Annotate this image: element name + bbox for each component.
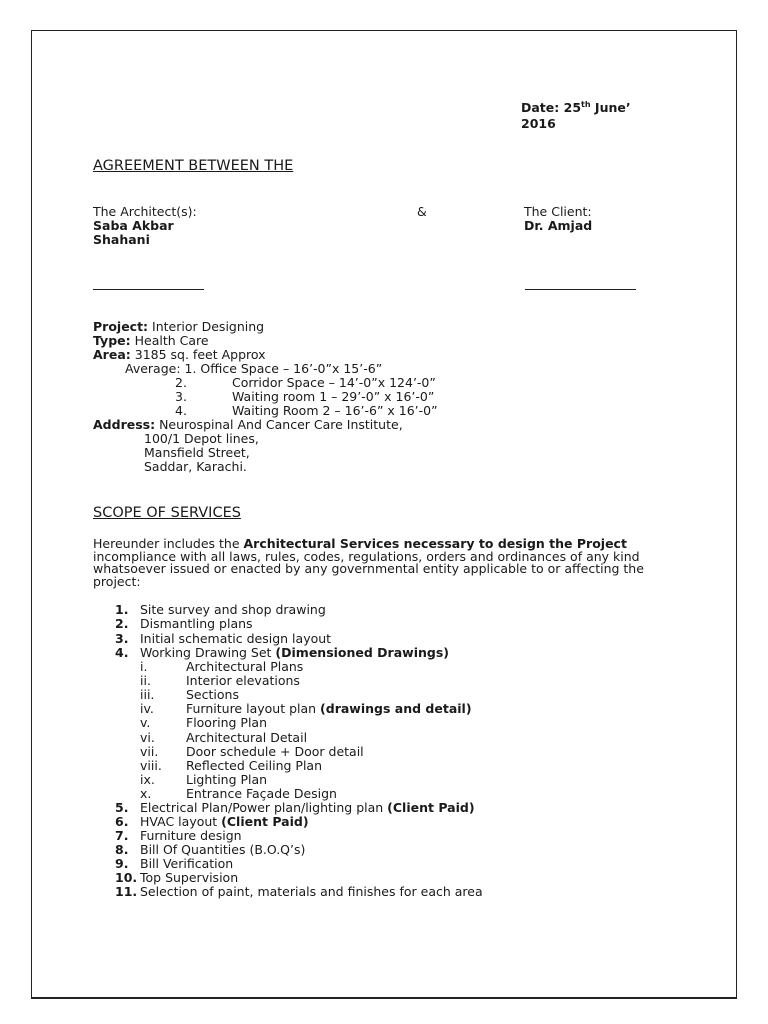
architect-label: The Architect(s): [93, 204, 197, 219]
subitem: Flooring Plan [186, 715, 267, 730]
scope-item: Bill Of Quantities (B.O.Q’s) [140, 842, 306, 857]
subitem-num: viii. [140, 758, 162, 773]
scope-item-num: 4. [115, 645, 129, 660]
scope-item: Furniture design [140, 828, 242, 843]
subitem-num: x. [140, 786, 152, 801]
scope-item: Electrical Plan/Power plan/lighting plan (Client Paid) [140, 800, 475, 815]
subitem: Entrance Façade Design [186, 786, 337, 801]
project-line [93, 320, 264, 334]
subitem-num: ii. [140, 673, 151, 688]
client-signature-line [525, 289, 636, 290]
scope-item: Initial schematic design layout [140, 631, 332, 646]
subitem: Sections [186, 687, 239, 702]
subitem-num: iv. [140, 701, 154, 716]
subitem: Architectural Detail [186, 730, 308, 745]
date-label: Date: [521, 100, 560, 115]
subitem: Reflected Ceiling Plan [186, 758, 323, 773]
project-value: Interior Designing [152, 319, 265, 334]
project-label: Project: [93, 319, 149, 334]
address-line-1: Neurospinal And Cancer Care Institute, [159, 417, 403, 432]
area-value: 3185 sq. feet Approx [134, 347, 266, 362]
type-label: Type: [93, 333, 131, 348]
scope-item: Top Supervision [140, 870, 239, 885]
subitem: Architectural Plans [186, 659, 304, 674]
scope-intro-start: Hereunder includes the [93, 536, 244, 551]
average-line: Average: 1. Office Space – 16’-0”x 15’-6” [125, 361, 383, 376]
scope-item: Site survey and shop drawing [140, 602, 326, 617]
scope-item-num: 8. [115, 842, 129, 857]
average-item-num: 2. [175, 375, 187, 390]
address-line [93, 418, 403, 432]
subitem-num: iii. [140, 687, 155, 702]
architect-name-2: Shahani [93, 232, 150, 247]
area-line [93, 348, 266, 362]
subitem-num: i. [140, 659, 148, 674]
address-label: Address: [93, 417, 156, 432]
address-line-3: Mansfield Street, [144, 445, 250, 460]
subitem: Furniture layout plan (drawings and detail) [186, 701, 472, 716]
ampersand: & [417, 204, 427, 219]
date-year: 2016 [521, 116, 556, 131]
date-day: 25 [563, 100, 582, 115]
scope-heading: SCOPE OF SERVICES [93, 505, 241, 521]
date-suffix: th [581, 100, 591, 109]
scope-item-num: 2. [115, 616, 129, 631]
scope-item-num: 5. [115, 800, 129, 815]
architect-signature-line [93, 289, 204, 290]
average-item-text: Waiting room 1 – 29’-0” x 16’-0” [232, 389, 435, 404]
average-item-text: Corridor Space – 14’-0”x 124’-0” [232, 375, 436, 390]
agreement-title: AGREEMENT BETWEEN THE [93, 158, 294, 174]
average-item-text: Waiting Room 2 – 16’-6” x 16’-0” [232, 403, 438, 418]
client-label: The Client: [524, 204, 592, 219]
scope-item-num: 9. [115, 856, 129, 871]
subitem-num: v. [140, 715, 151, 730]
scope-item-num: 10. [115, 870, 138, 885]
scope-item-num: 11. [115, 884, 138, 899]
average-item-num: 4. [175, 403, 187, 418]
client-name: Dr. Amjad [524, 218, 593, 233]
scope-item-num: 3. [115, 631, 129, 646]
date-month: June’ [594, 100, 631, 115]
average-item-num: 3. [175, 389, 187, 404]
architect-name-1: Saba Akbar [93, 218, 174, 233]
scope-item: Working Drawing Set (Dimensioned Drawings) [140, 645, 449, 660]
subitem-num: vi. [140, 730, 155, 745]
type-value: Health Care [134, 333, 209, 348]
area-label: Area: [93, 347, 131, 362]
date-line [521, 101, 631, 115]
bottom-rule [31, 997, 737, 999]
scope-item-num: 1. [115, 602, 129, 617]
scope-item-num: 6. [115, 814, 129, 829]
scope-intro [93, 538, 653, 588]
scope-item: HVAC layout (Client Paid) [140, 814, 309, 829]
address-line-2: 100/1 Depot lines, [144, 431, 259, 446]
subitem: Door schedule + Door detail [186, 744, 364, 759]
subitem-num: vii. [140, 744, 159, 759]
subitem: Lighting Plan [186, 772, 268, 787]
scope-item: Selection of paint, materials and finishes for each area [140, 884, 483, 899]
subitem: Interior elevations [186, 673, 300, 688]
scope-item-num: 7. [115, 828, 129, 843]
scope-item: Bill Verification [140, 856, 234, 871]
scope-intro-rest: incompliance with all laws, rules, codes, regulations, orders and ordinances of any kind whatsoever issued or enacted by any governmental entity applicable to or affecting the project: [93, 548, 644, 589]
scope-intro-bold: Architectural Services necessary to design the Project [243, 536, 627, 551]
type-line [93, 334, 209, 348]
subitem-num: ix. [140, 772, 155, 787]
address-line-4: Saddar, Karachi. [144, 459, 247, 474]
scope-item: Dismantling plans [140, 616, 253, 631]
